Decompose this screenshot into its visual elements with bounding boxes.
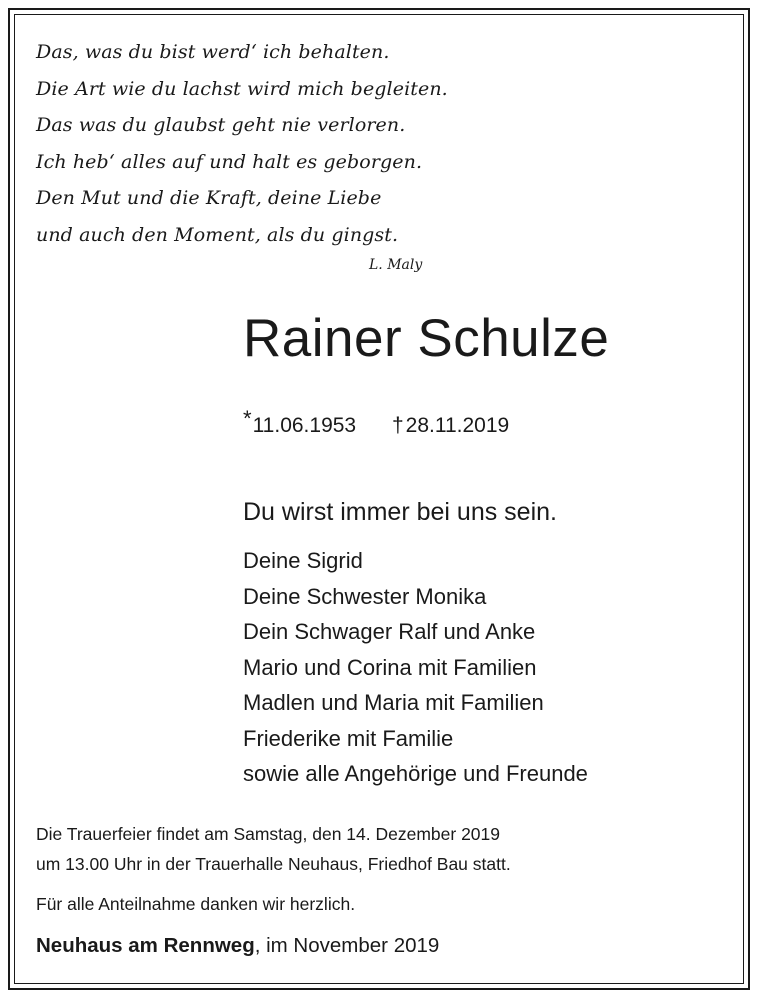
signoff-place: Neuhaus am Rennweg: [36, 934, 255, 957]
death-group: [392, 414, 509, 437]
mourner: Madlen und Maria mit Familien: [243, 690, 544, 715]
poem-line: Ich heb‘ alles auf und halt es geborgen.: [36, 150, 423, 173]
birth-star-icon: *: [243, 406, 252, 431]
service-line: Die Trauerfeier findet am Samstag, den 14. Dezember 2019: [36, 824, 500, 844]
mourner: sowie alle Angehörige und Freunde: [243, 761, 588, 786]
thanks-note: Für alle Anteilnahme danken wir herzlich.: [36, 894, 356, 914]
mourner: Friederike mit Familie: [243, 725, 454, 751]
death-cross-icon: †: [391, 414, 404, 437]
poem-author: L. Maly: [369, 257, 423, 273]
birth-date: 11.06.1953: [252, 414, 357, 437]
motto: Du wirst immer bei uns sein.: [243, 498, 557, 526]
service-info: [36, 819, 511, 879]
poem-line: Die Art wie du lachst wird mich begleiten.: [36, 77, 448, 100]
mourner: Deine Schwester Monika: [243, 583, 487, 609]
mourner: Mario und Corina mit Familien: [243, 654, 537, 680]
death-date: 28.11.2019: [405, 414, 510, 437]
poem-line: Das was du glaubst geht nie verloren.: [36, 114, 406, 136]
signoff: [36, 934, 439, 958]
service-line: um 13.00 Uhr in der Trauerhalle Neuhaus, Friedhof Bau statt.: [36, 854, 511, 874]
deceased-name: Rainer Schulze: [243, 309, 610, 368]
poem-line: und auch den Moment, als du gingst.: [36, 223, 399, 246]
poem: [36, 34, 536, 253]
signoff-date: , im November 2019: [254, 934, 440, 957]
poem-line: Das, was du bist werd‘ ich behalten.: [36, 41, 390, 63]
mourner: Dein Schwager Ralf und Anke: [243, 619, 536, 644]
mourner: Deine Sigrid: [243, 548, 363, 573]
poem-line: Den Mut und die Kraft, deine Liebe: [36, 187, 382, 209]
mourners-list: [243, 543, 588, 792]
life-dates: [243, 406, 510, 438]
